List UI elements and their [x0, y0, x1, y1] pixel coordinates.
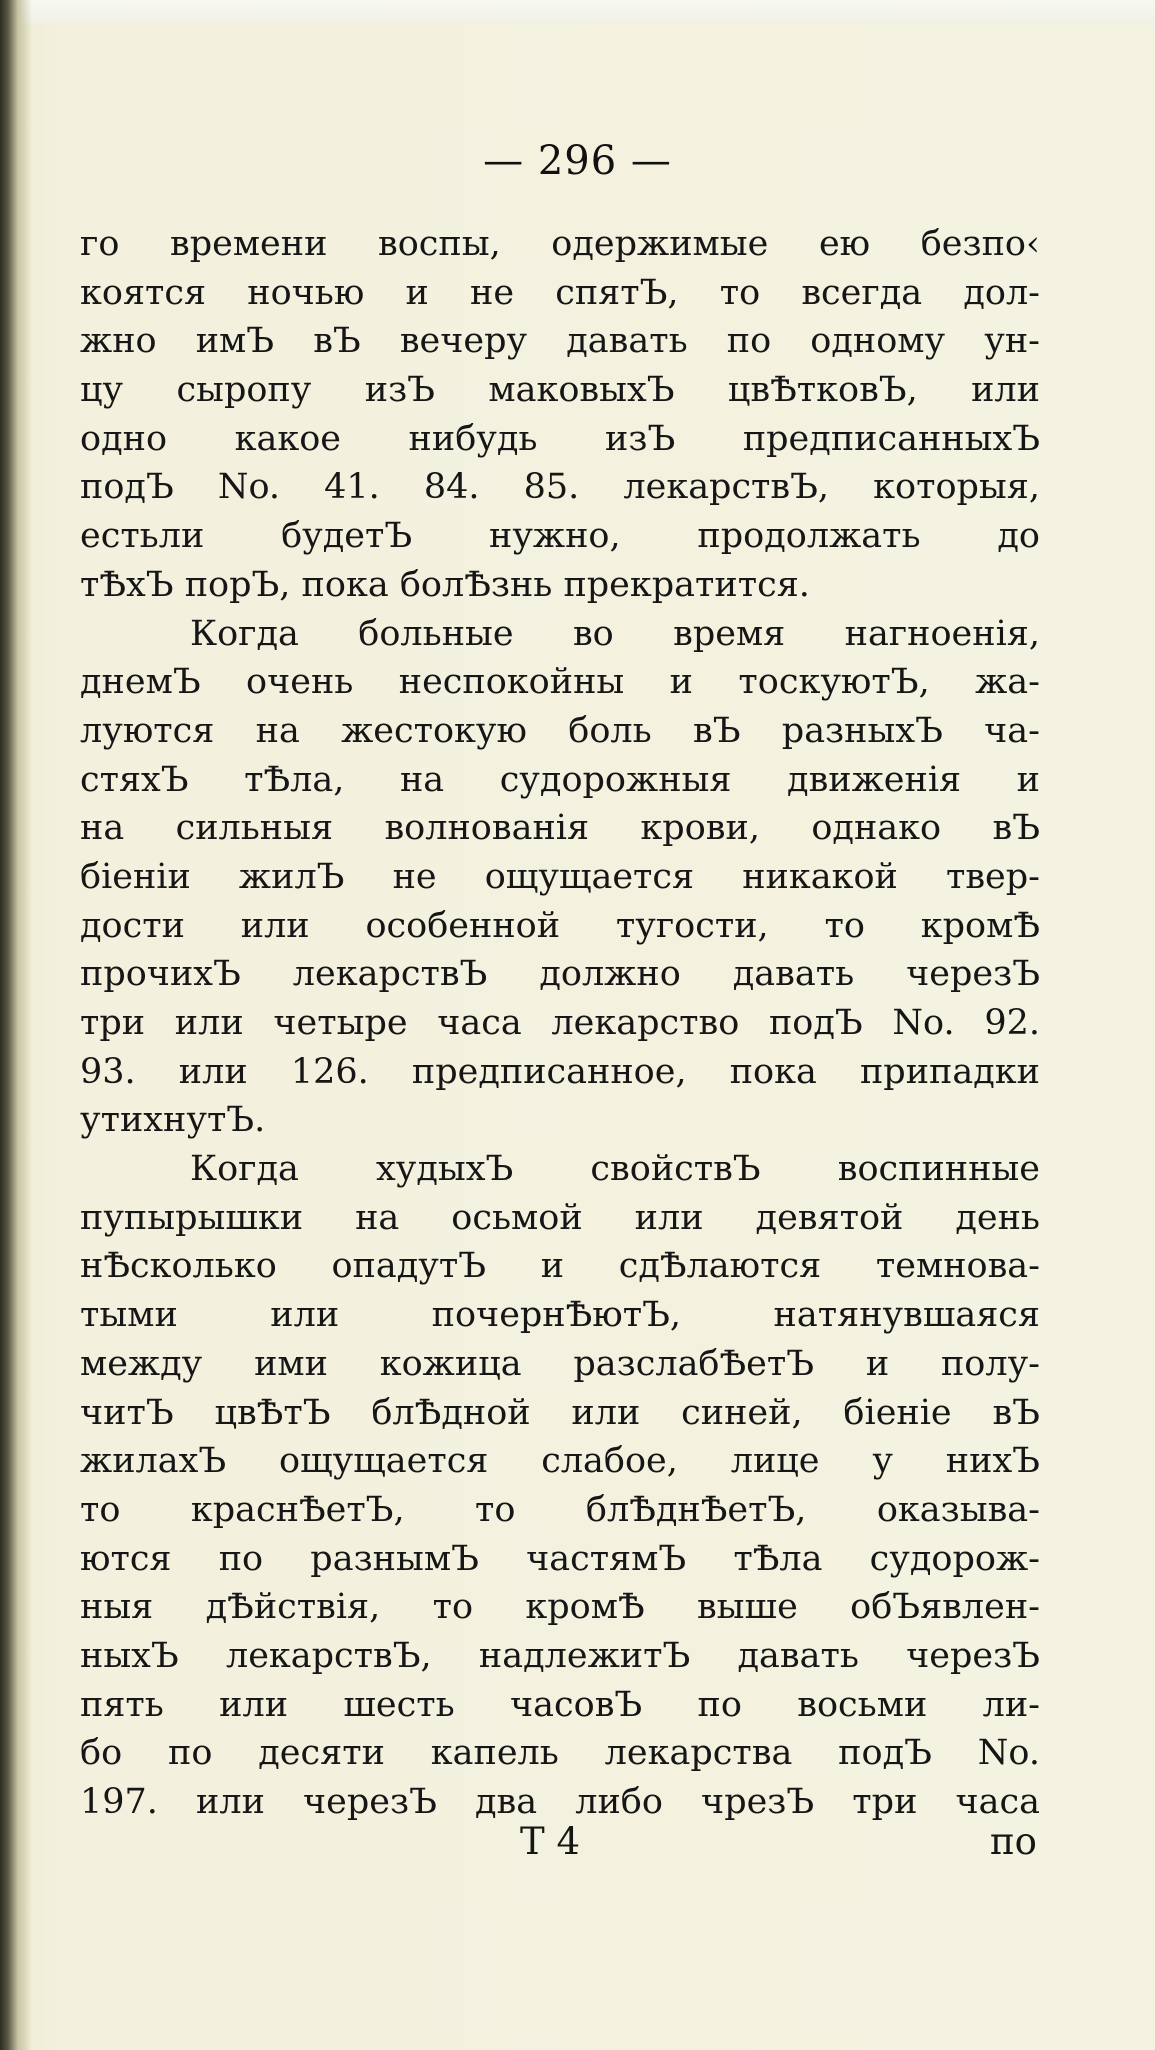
text-line: бо по десяти капель лекарства подЪ No.: [80, 1733, 1040, 1774]
text-line: ныя дѢйствiя, то кромѢ выше обЪявлен-: [80, 1587, 1040, 1628]
text-line: стяхЪ тѢла, на судорожныя движенiя и: [80, 759, 1040, 800]
text-line: пять или шесть часовЪ по восьми ли-: [80, 1684, 1040, 1725]
text-line: Когда худыхЪ свойствЪ воспинные: [190, 1149, 1040, 1190]
text-line: бiенiи жилЪ не ощущается никакой твер-: [80, 856, 1040, 897]
text-line: тѢхЪ порЪ, пока болѢзнь прекратится.: [80, 564, 810, 605]
text-line: на сильныя волнованiя крови, однако вЪ: [80, 808, 1040, 849]
text-line: луются на жестокую боль вЪ разныхЪ ча-: [80, 710, 1040, 751]
page-footer: [0, 1820, 1155, 1870]
text-line: го времени воспы, одержимые ею безпо‹: [80, 224, 1040, 264]
text-line: днемЪ очень неспокойны и тоскуютЪ, жа-: [80, 662, 1040, 703]
text-line: три или четыре часа лекарство подЪ No. 92.: [80, 1003, 1040, 1043]
page-top-edge: [0, 0, 1155, 24]
text-line: ются по разнымЪ частямЪ тѢла судорож-: [80, 1538, 1040, 1579]
text-line: 93. или 126. предписанное, пока припадки: [80, 1051, 1040, 1092]
text-line: прочихЪ лекарствЪ должно давать черезЪ: [80, 954, 1040, 995]
text-line: тыми или почернѢютЪ, натянувшаяся: [80, 1295, 1040, 1336]
text-line: ныхЪ лекарствЪ, надлежитЪ давать черезЪ: [80, 1635, 1040, 1676]
text-line: дости или особенной тугости, то кромѢ: [80, 905, 1040, 946]
text-line: между ими кожица разслабѢетЪ и полу-: [80, 1343, 1040, 1384]
text-line: нѢсколько опадутЪ и сдѢлаются темнова-: [80, 1246, 1040, 1287]
signature-mark: T 4: [520, 1820, 580, 1863]
text-line: то краснѢетЪ, то блѢднѢетЪ, оказыва-: [80, 1489, 1040, 1530]
catchword: по: [990, 1820, 1037, 1863]
text-line: 197. или черезЪ два либо чрезЪ три часа: [80, 1782, 1040, 1822]
text-line: пупырышки на осьмой или девятой день: [80, 1197, 1040, 1238]
body-text: [80, 220, 1040, 1827]
text-line: жилахЪ ощущается слабое, лице у нихЪ: [80, 1441, 1040, 1482]
text-line: подЪ No. 41. 84. 85. лекарствЪ, которыя,: [80, 467, 1040, 508]
text-line: Когда больные во время нагноенiя,: [190, 613, 1040, 654]
text-line: естьли будетЪ нужно, продолжать до: [80, 516, 1040, 557]
text-line: утихнутЪ.: [80, 1100, 266, 1141]
text-line: читЪ цвѢтЪ блѢдной или синей, бiенiе вЪ: [80, 1392, 1040, 1433]
text-line: жно имЪ вЪ вечеру давать по одному ун-: [80, 321, 1040, 362]
text-line: одно какое нибудь изЪ предписанныхЪ: [80, 418, 1040, 459]
page-binding-edge: [0, 0, 32, 2050]
text-line: цу сыропу изЪ маковыхЪ цвѢтковЪ, или: [80, 370, 1040, 411]
text-line: коятся ночью и не спятЪ, то всегда дол-: [80, 272, 1040, 313]
page-number: — 296 —: [483, 138, 672, 184]
